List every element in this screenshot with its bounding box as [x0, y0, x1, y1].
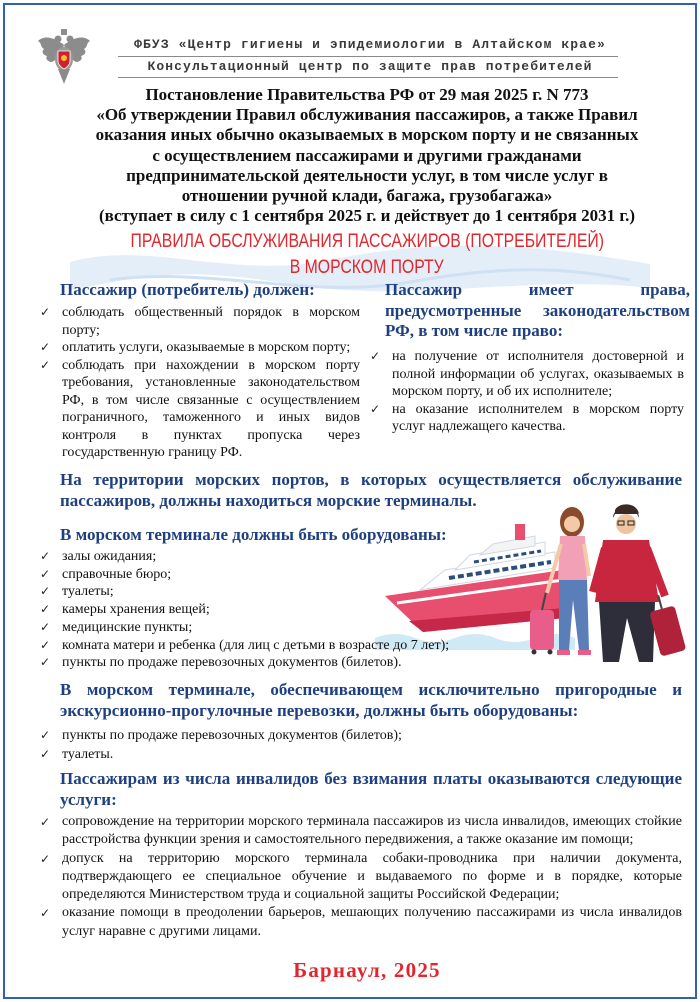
disabled-services-list — [40, 813, 682, 941]
list-item: ✓ туалеты. — [40, 745, 682, 764]
list-item: ✓ допуск на территорию морского терминала собаки-проводника при наличии документа, подтверждающего ее специальное обучение и выдаваемого по форме и в порядке, которые определяются Министерством труда и социальной защиты Российской Федерации; — [40, 850, 682, 905]
decree-line: «Об утверждении Правил обслуживания пассажиров, а также Правил — [96, 105, 638, 125]
rights-heading: Пассажир имеет права, предусмотренные законодательством РФ, в том числе право: — [385, 280, 690, 340]
check-icon — [40, 548, 50, 566]
header-divider — [118, 77, 618, 78]
terminal-equipment-heading: В морском терминале должны быть оборудованы: — [60, 525, 447, 544]
duties-list — [40, 304, 360, 462]
list-item: ✓ медицинские пункты; — [40, 619, 480, 637]
consulting-center-name: Консультационный центр по защите прав потребителей — [147, 59, 593, 74]
list-item: ✓ справочные бюро; — [40, 566, 480, 584]
check-icon — [40, 304, 50, 322]
check-icon — [40, 904, 50, 922]
list-item: ✓ соблюдать общественный порядок в морском порту; — [40, 304, 360, 339]
check-icon — [40, 619, 50, 637]
decree-title — [40, 85, 694, 226]
check-icon — [370, 401, 380, 419]
list-item: ✓ камеры хранения вещей; — [40, 601, 480, 619]
check-icon — [40, 637, 50, 655]
rules-title-line2: В МОРСКОМ ПОРТУ — [290, 257, 444, 278]
check-icon — [40, 726, 50, 745]
list-item: ✓ оказание помощи в преодолении барьеров, мешающих получению пассажирами из числа инвалидов услуг наравне с другими лицами. — [40, 904, 682, 941]
rospotrebnadzor-emblem-icon — [36, 27, 92, 87]
rules-title — [40, 229, 694, 281]
list-item: ✓ на получение от исполнителя достоверной и полной информации об услугах, оказываемых в морском порту, и об их исполнителе; — [370, 348, 684, 401]
list-item: ✓ соблюдать при нахождении в морском порту требования, установленные законодательством РФ, в том числе связанные с осуществлением пограничного, таможенного и иных видов контроля в пунктах пропуска через государственную границу РФ. — [40, 357, 360, 462]
check-icon — [40, 745, 50, 764]
check-icon — [40, 339, 50, 357]
check-icon — [40, 357, 50, 375]
list-item: ✓ оплатить услуги, оказываемые в морском порту; — [40, 339, 360, 357]
decree-line: Постановление Правительства РФ от 29 мая 2025 г. N 773 — [145, 85, 589, 104]
decree-line: оказания иных обычно оказываемых в морском порту и не связанных — [95, 125, 639, 145]
footer-city-year: Барнаул, 2025 — [293, 958, 441, 982]
rules-title-line1: ПРАВИЛА ОБСЛУЖИВАНИЯ ПАССАЖИРОВ (ПОТРЕБИТЕЛЕЙ) — [130, 231, 604, 252]
disabled-services-heading: Пассажирам из числа инвалидов без взимания платы оказываются следующие услуги: — [60, 769, 682, 809]
header-divider — [118, 56, 618, 57]
organization-name: ФБУЗ «Центр гигиены и эпидемиологии в Алтайском крае» — [134, 37, 606, 52]
terminal-equipment-list — [40, 548, 480, 672]
suburban-terminal-list — [40, 726, 682, 764]
decree-line: предпринимательской деятельности услуг, в том числе услуг в — [126, 165, 608, 185]
list-item: ✓ на оказание исполнителем в морском порту услуг надлежащего качества. — [370, 401, 684, 436]
check-icon — [40, 654, 50, 672]
duties-heading: Пассажир (потребитель) должен: — [60, 280, 315, 299]
list-item: ✓ пункты по продаже перевозочных документов (билетов); — [40, 726, 682, 745]
suburban-terminal-heading: В морском терминале, обеспечивающем исключительно пригородные и экскурсионно-прогулочные перевозки, должны быть оборудованы: — [60, 680, 682, 720]
decree-line: с осуществлением пассажирами и другими гражданами — [152, 145, 582, 165]
check-icon — [40, 583, 50, 601]
check-icon — [40, 813, 50, 831]
list-item: ✓ пункты по продаже перевозочных документов (билетов). — [40, 654, 480, 672]
list-item: ✓ туалеты; — [40, 583, 480, 601]
rights-list — [370, 348, 684, 436]
man-traveler-illustration — [593, 504, 686, 662]
check-icon — [40, 601, 50, 619]
terminals-note: На территории морских портов, в которых осуществляется обслуживание пассажиров, должны находиться морские терминалы. — [60, 470, 682, 510]
check-icon — [370, 348, 380, 366]
decree-effective-dates: (вступает в силу с 1 сентября 2025 г. и действует до 1 сентября 2031 г.) — [98, 206, 636, 226]
list-item: ✓ залы ожидания; — [40, 548, 480, 566]
list-item: ✓ сопровождение на территории морского терминала пассажиров из числа инвалидов, имеющих стойкие расстройства функции зрения и самостоятельного передвижения, а также оказание им помощи; — [40, 813, 682, 850]
check-icon — [40, 850, 50, 868]
check-icon — [40, 566, 50, 584]
list-item: ✓ комната матери и ребенка (для лиц с детьми в возрасте до 7 лет); — [40, 637, 480, 655]
decree-line: отношении ручной клади, багажа, грузобагажа» — [181, 186, 553, 206]
